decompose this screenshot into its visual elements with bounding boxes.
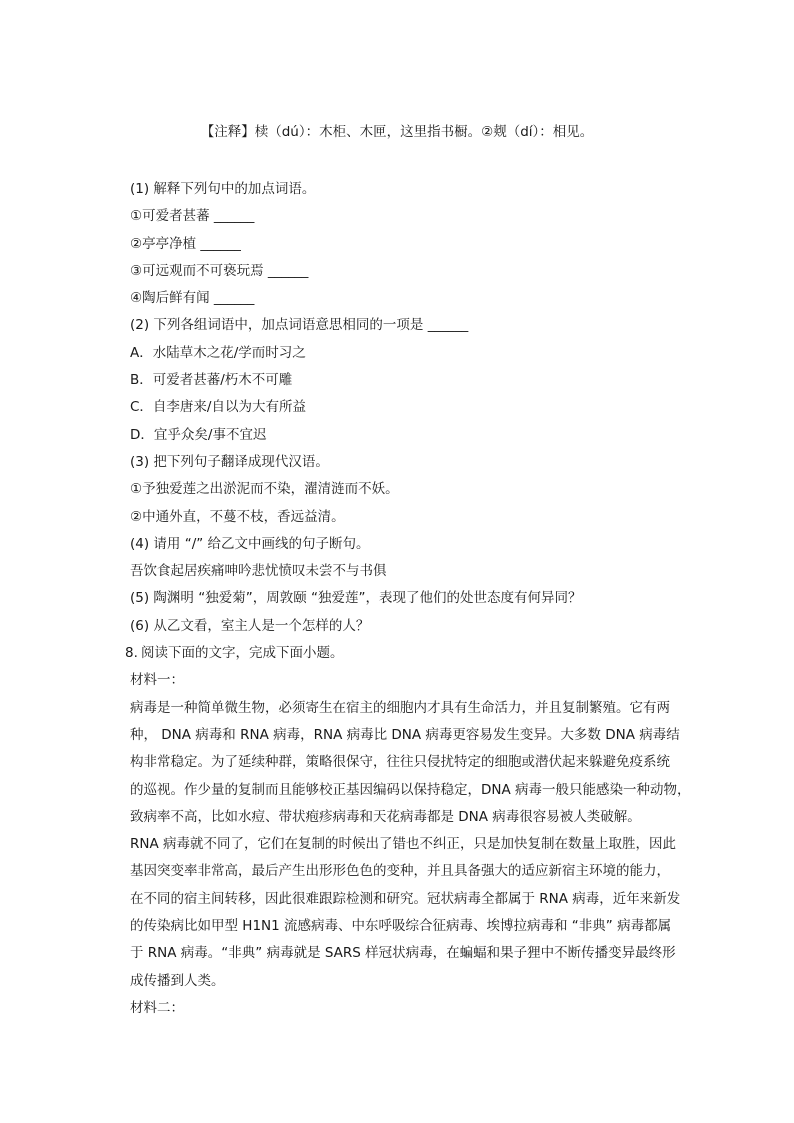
paragraph-line: 于 RNA 病毒。“非典” 病毒就是 SARS 样冠状病毒，在蝙蝠和果子狸中不断传播变异最终形: [130, 945, 676, 962]
q7-sub4-prompt: (4) 请用 “/” 给乙文中画线的句子断句。: [130, 535, 370, 552]
q7-sub1-prompt: (1) 解释下列句中的加点词语。: [130, 181, 316, 197]
q7-sub1-item2: ②亭亭净植 ______: [130, 235, 241, 252]
material2-label: 材料二：: [130, 999, 184, 1016]
annotation-note: 【注释】椟（dú）：木柜、木匣，这里指书橱。②觌（dí）：相见。: [200, 124, 594, 140]
paragraph-line: 在不同的宿主间转移，因此很难跟踪检测和研究。冠状病毒全都属于 RNA 病毒，近年来新发: [130, 890, 681, 907]
paragraph-line: 种， DNA 病毒和 RNA 病毒，RNA 病毒比 DNA 病毒更容易发生变异。大多数 DNA 病毒结: [130, 726, 680, 743]
paragraph-line: 病毒是一种简单微生物，必须寄生在宿主的细胞内才具有生命活力，并且复制繁殖。它有两: [130, 699, 670, 716]
q7-sub2-option-b: B．可爱者甚蕃/朽木不可雕: [130, 372, 293, 389]
q7-sub1-item3: ③可远观而不可亵玩焉 ______: [130, 262, 309, 279]
q7-sub2-prompt: (2) 下列各组词语中，加点词语意思相同的一项是 ______: [130, 317, 469, 334]
q7-sub1-item1: ①可爱者甚蕃 ______: [130, 208, 255, 225]
q8-number: 8.: [125, 645, 138, 662]
q7-sub6-prompt: (6) 从乙文看，室主人是一个怎样的人？: [130, 617, 370, 634]
q7-sub3-item2: ②中通外直，不蔓不枝，香远益清。: [130, 508, 345, 525]
paragraph-line: 致病率不高，比如水痘、带状疱疹病毒和天花病毒都是 DNA 病毒很容易被人类破解。: [130, 808, 641, 825]
q8-heading: [125, 640, 710, 667]
q7-sub2-option-c: C．自李唐来/自以为大有所益: [130, 399, 306, 416]
q8-instruction: 阅读下面的文字，完成下面小题。: [141, 645, 344, 662]
q7-sub4-sentence: 吾饮食起居疾痛呻吟悲忧愤叹未尝不与书俱: [130, 563, 387, 580]
paragraph-line: 构非常稳定。为了延续种群，策略很保守，往往只侵扰特定的细胞或潜伏起来躲避免疫系统: [130, 754, 670, 771]
paragraph-line: 成传播到人类。: [130, 972, 225, 989]
paragraph-line: 的巡视。作少量的复制而且能够校正基因编码以保持稳定，DNA 病毒一般只能感染一种动物，: [130, 781, 691, 798]
question-block: [125, 176, 710, 1022]
q7-sub2-option-a: A．水陆草木之花/学而时习之: [130, 344, 306, 361]
material1-paragraph2: [130, 831, 696, 995]
material1-paragraph1: [130, 695, 696, 831]
q7-sub2-option-d: D．宜乎众矣/事不宜迟: [130, 426, 267, 443]
paragraph-line: 基因突变率非常高，最后产生出形形色色的变种，并且具备强大的适应新宿主环境的能力，: [130, 863, 670, 880]
material1-label: 材料一：: [130, 672, 184, 689]
paragraph-line: 的传染病比如甲型 H1N1 流感病毒、中东呼吸综合征病毒、埃博拉病毒和 “非典” 病毒都属: [130, 918, 672, 935]
q7-sub3-item1: ①予独爱莲之出淤泥而不染，濯清涟而不妖。: [130, 481, 399, 498]
q7-sub3-prompt: (3) 把下列句子翻译成现代汉语。: [130, 453, 329, 470]
q7-sub1-item4: ④陶后鲜有闻 ______: [130, 290, 255, 307]
paragraph-line: RNA 病毒就不同了，它们在复制的时候出了错也不纠正，只是加快复制在数量上取胜，因此: [130, 836, 677, 853]
q7-sub5-prompt: (5) 陶渊明 “独爱菊”，周敦颐 “独爱莲”，表现了他们的处世态度有何异同？: [130, 590, 582, 607]
